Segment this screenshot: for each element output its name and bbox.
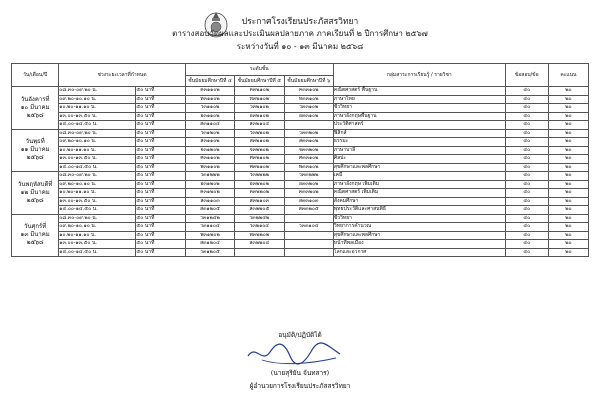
table-row [12, 206, 589, 215]
subject-cell: พุทธประวัติและศาสนพิธี [333, 206, 505, 215]
subject-cell: หน้าที่พลเมือง [333, 240, 505, 249]
duration-cell: ๕๐ นาที [136, 214, 185, 223]
duration-cell: ๕๐ นาที [136, 121, 185, 130]
score-cell: ๒๐ [548, 214, 588, 223]
day-cell [12, 172, 59, 215]
duration-cell: ๕๐ นาที [136, 189, 185, 198]
time-cell: ๑๔.๐๐-๑๔.๕๐ น. [59, 248, 136, 257]
day-label-line: ๒๕๖๘ [26, 196, 44, 204]
m4-code-cell: ส๓๑๒๐๕ [185, 206, 234, 215]
m5-code-cell: ว๓๒๑๐๒ [235, 104, 284, 113]
score-cell: ๒๐ [548, 104, 588, 113]
duration-cell: ๕๐ นาที [136, 248, 185, 257]
approval-text: อนุมัติ/ปฏิบัติได้ [278, 331, 322, 339]
duration-cell: ๕๐ นาที [136, 180, 185, 189]
m6-code-cell [284, 248, 333, 257]
m4-code-cell: ส๓๑๒๐๔ [185, 240, 234, 249]
table-row [12, 189, 589, 198]
duration-cell: ๕๐ นาที [136, 172, 185, 181]
time-cell: ๑๐.๒๐-๑๑.๑๐ น. [59, 104, 136, 113]
items-cell: ๔๐ [505, 95, 548, 104]
m5-code-cell: ส๓๒๒๐๔ [235, 240, 284, 249]
duration-cell: ๕๐ นาที [136, 163, 185, 172]
score-cell: ๒๐ [548, 163, 588, 172]
m4-code-cell: ว๓๑๒๔๒ [185, 214, 234, 223]
m4-code-cell: ว๓๑๒๐๒ [185, 129, 234, 138]
items-cell: ๔๐ [505, 129, 548, 138]
score-cell: ๒๐ [548, 87, 588, 96]
items-cell: ๔๐ [505, 155, 548, 164]
time-cell: ๑๔.๐๐-๑๔.๕๐ น. [59, 206, 136, 215]
col-header-items: ข้อสอบ/ข้อ [505, 64, 548, 87]
time-cell: ๐๘.๓๐-๐๙.๒๐ น. [59, 172, 136, 181]
m4-code-cell: ค๓๑๑๐๒ [185, 87, 234, 96]
m6-code-cell: ว๓๓๑๐๔ [284, 223, 333, 232]
m5-code-cell: พ๓๒๑๐๒ [235, 163, 284, 172]
duration-cell: ๕๐ นาที [136, 206, 185, 215]
duration-cell: ๕๐ นาที [136, 104, 185, 113]
score-cell: ๒๐ [548, 223, 588, 232]
m5-code-cell: ค๓๒๑๐๒ [235, 87, 284, 96]
items-cell: ๔๐ [505, 223, 548, 232]
page-title: ตารางสอบวัดผลและประเมินผลปลายภาค ภาคเรียนที่ ๒ ปีการศึกษา ๒๕๖๗ [172, 29, 428, 38]
time-cell: ๑๐.๒๐-๑๑.๑๐ น. [59, 231, 136, 240]
table-row [12, 104, 589, 113]
time-cell: ๑๓.๐๐-๑๓.๕๐ น. [59, 240, 136, 249]
table-row [12, 214, 589, 223]
score-cell: ๒๐ [548, 155, 588, 164]
m6-code-cell: ค๓๓๑๐๒ [284, 87, 333, 96]
date-range: ระหว่างวันที่ ๑๐ - ๑๓ มีนาคม ๒๕๖๘ [236, 42, 364, 51]
score-cell: ๒๐ [548, 197, 588, 206]
school-announcement: ประกาศโรงเรียนประภัสสรวิทยา [241, 17, 359, 27]
m6-code-cell: ส๓๓๑๐๓ [284, 197, 333, 206]
items-cell: ๔๐ [505, 112, 548, 121]
m5-code-cell: ศ๓๒๑๐๒ [235, 155, 284, 164]
items-cell: ๔๐ [505, 248, 548, 257]
duration-cell: ๕๐ นาที [136, 223, 185, 232]
m4-code-cell: อ๓๑๑๐๒ [185, 112, 234, 121]
day-label-line: ๑๓ มีนาคม [20, 231, 50, 239]
col-header-score: คะแนน [548, 64, 588, 87]
day-label-line: ๑๒ มีนาคม [20, 188, 50, 196]
m4-code-cell: พ๓๑๑๐๒ [185, 163, 234, 172]
subject-cell: สังคมศึกษา [333, 197, 505, 206]
m4-code-cell: จ๓๑๒๐๒ [185, 146, 234, 155]
m6-code-cell [284, 121, 333, 130]
time-cell: ๑๓.๐๐-๑๓.๕๐ น. [59, 155, 136, 164]
m4-code-cell: ว๓๑๑๐๔ [185, 223, 234, 232]
subject-cell: ธรรมะ [333, 138, 505, 147]
subject-cell: วิทยาการคำนวณ [333, 223, 505, 232]
subject-cell: ชีววิทยา [333, 104, 505, 113]
m6-code-cell: อ๓๓๑๐๒ [284, 112, 333, 121]
time-cell: ๐๙.๒๐-๑๐.๑๐ น. [59, 95, 136, 104]
score-cell: ๒๐ [548, 189, 588, 198]
duration-cell: ๕๐ นาที [136, 155, 185, 164]
time-cell: ๐๙.๒๐-๑๐.๑๐ น. [59, 223, 136, 232]
table-row [12, 138, 589, 147]
subject-cell: คณิตศาสตร์ พื้นฐาน [333, 87, 505, 96]
m5-code-cell: ว๓๒๒๐๒ [235, 129, 284, 138]
m4-code-cell: อ๓๑๒๐๒ [185, 180, 234, 189]
items-cell: ๔๐ [505, 197, 548, 206]
day-label-line: ๒๕๖๘ [26, 239, 44, 247]
day-label-line: ๑๑ มีนาคม [20, 146, 50, 154]
m4-code-cell: ว๓๑๒๒๒ [185, 172, 234, 181]
m6-code-cell [284, 240, 333, 249]
duration-cell: ๕๐ นาที [136, 231, 185, 240]
time-cell: ๐๙.๒๐-๑๐.๑๐ น. [59, 180, 136, 189]
duration-cell: ๕๐ นาที [136, 197, 185, 206]
score-cell: ๒๐ [548, 172, 588, 181]
duration-cell: ๕๐ นาที [136, 95, 185, 104]
day-label-line: ๑๐ มีนาคม [20, 103, 50, 111]
day-cell [12, 87, 59, 130]
m5-code-cell: ท๓๒๑๐๒ [235, 95, 284, 104]
time-cell: ๑๓.๐๐-๑๓.๕๐ น. [59, 112, 136, 121]
table-row [12, 172, 589, 181]
m5-code-cell: จ๓๒๒๐๒ [235, 146, 284, 155]
items-cell: ๔๐ [505, 180, 548, 189]
items-cell: ๔๐ [505, 240, 548, 249]
col-header-level: ระดับชั้น [185, 64, 333, 76]
items-cell: ๔๐ [505, 104, 548, 113]
m5-code-cell [235, 248, 284, 257]
score-cell: ๒๐ [548, 231, 588, 240]
m6-code-cell: ว๓๓๒๒๒ [284, 172, 333, 181]
col-header-time: ช่วงระยะเวลาที่กำหนด [59, 64, 186, 87]
subject-cell: เคมี [333, 172, 505, 181]
table-row [12, 180, 589, 189]
items-cell: ๔๐ [505, 121, 548, 130]
subject-cell: ชีววิทยา [333, 214, 505, 223]
score-cell: ๒๐ [548, 112, 588, 121]
m5-code-cell: ส๓๒๑๐๒ [235, 138, 284, 147]
table-header-row [12, 64, 589, 76]
m6-code-cell [284, 231, 333, 240]
m6-code-cell: ว๓๓๑๐๒ [284, 104, 333, 113]
table-row [12, 163, 589, 172]
m6-code-cell: ส๓๓๒๐๕ [284, 206, 333, 215]
m4-code-cell: ค๓๑๒๐๒ [185, 189, 234, 198]
items-cell: ๔๐ [505, 189, 548, 198]
time-cell: ๑๓.๐๐-๑๓.๕๐ น. [59, 197, 136, 206]
items-cell: ๔๐ [505, 231, 548, 240]
duration-cell: ๕๐ นาที [136, 129, 185, 138]
col-header-m5: ชั้นมัธยมศึกษาปีที่ ๕ [235, 76, 284, 87]
m5-code-cell: ว๓๒๒๒๒ [235, 172, 284, 181]
subject-cell: ศิลปะ [333, 155, 505, 164]
duration-cell: ๕๐ นาที [136, 146, 185, 155]
duration-cell: ๕๐ นาที [136, 138, 185, 147]
table-row [12, 129, 589, 138]
exam-schedule-table [11, 63, 589, 257]
m4-code-cell: ส๓๑๑๐๒ [185, 138, 234, 147]
score-cell: ๒๐ [548, 146, 588, 155]
m5-code-cell: อ๓๒๒๐๒ [235, 180, 284, 189]
items-cell: ๔๐ [505, 87, 548, 96]
day-label-line: ๒๕๖๘ [26, 154, 44, 162]
score-cell: ๒๐ [548, 248, 588, 257]
m6-code-cell: ท๓๓๑๐๒ [284, 95, 333, 104]
m4-code-cell: ว๓๑๒๐๕ [185, 248, 234, 257]
subject-cell: คณิตศาสตร์ เพิ่มเติม [333, 189, 505, 198]
table-row [12, 121, 589, 130]
signatory-name: (นายสุริยัน จันทสาร) [270, 369, 330, 377]
m5-code-cell: ว๓๒๒๔๒ [235, 214, 284, 223]
time-cell: ๑๔.๐๐-๑๔.๕๐ น. [59, 163, 136, 172]
table-row [12, 223, 589, 232]
col-header-subject: กลุ่มสาระการเรียนรู้ / รายวิชา [333, 64, 505, 87]
time-cell: ๑๐.๒๐-๑๑.๑๐ น. [59, 146, 136, 155]
subject-cell: สุขศึกษาและพลศึกษา [333, 231, 505, 240]
table-row [12, 95, 589, 104]
signature-icon [240, 338, 350, 368]
duration-cell: ๕๐ นาที [136, 112, 185, 121]
subject-cell: โลกและอวกาศ [333, 248, 505, 257]
subject-cell: ภาษาอังกฤษ เพิ่มเติม [333, 180, 505, 189]
m4-code-cell: ท๓๑๑๐๒ [185, 95, 234, 104]
subject-cell: สุขศึกษาและพลศึกษา [333, 163, 505, 172]
time-cell: ๑๐.๒๐-๑๑.๑๐ น. [59, 189, 136, 198]
m6-code-cell: ศ๓๓๑๐๒ [284, 155, 333, 164]
m4-code-cell: ว๓๑๑๐๒ [185, 104, 234, 113]
col-header-m6: ชั้นมัธยมศึกษาปีที่ ๖ [284, 76, 333, 87]
table-row [12, 240, 589, 249]
subject-cell: ภาษาอังกฤษพื้นฐาน [333, 112, 505, 121]
day-cell [12, 129, 59, 172]
day-label-line: วันอังคารที่ [20, 95, 50, 103]
subject-cell: ฟิสิกส์ [333, 129, 505, 138]
m6-code-cell: ส๓๓๑๐๒ [284, 138, 333, 147]
duration-cell: ๕๐ นาที [136, 87, 185, 96]
subject-cell: ประวัติศาสตร์ [333, 121, 505, 130]
time-cell: ๑๔.๐๐-๑๔.๕๐ น. [59, 121, 136, 130]
score-cell: ๒๐ [548, 240, 588, 249]
m4-code-cell: ส๓๑๑๐๓ [185, 197, 234, 206]
m5-code-cell: อ๓๒๑๐๒ [235, 112, 284, 121]
score-cell: ๒๐ [548, 95, 588, 104]
time-cell: ๐๘.๓๐-๐๙.๒๐ น. [59, 214, 136, 223]
day-label-line: วันพฤหัสบดีที่ [17, 180, 53, 188]
score-cell: ๒๐ [548, 180, 588, 189]
m5-code-cell: ส๓๒๑๐๔ [235, 121, 284, 130]
m5-code-cell: ค๓๒๒๐๒ [235, 189, 284, 198]
table-row [12, 146, 589, 155]
m6-code-cell: ค๓๓๒๐๒ [284, 189, 333, 198]
day-cell [12, 214, 59, 257]
score-cell: ๒๐ [548, 121, 588, 130]
m4-code-cell: พ๓๑๒๐๒ [185, 231, 234, 240]
m6-code-cell [284, 214, 333, 223]
m5-code-cell: พ๓๒๒๐๒ [235, 231, 284, 240]
items-cell: ๔๐ [505, 206, 548, 215]
day-label-line: วันพุธที่ [25, 138, 45, 146]
score-cell: ๒๐ [548, 206, 588, 215]
col-header-day: วัน/เดือน/ปี [12, 64, 59, 87]
items-cell: ๔๐ [505, 138, 548, 147]
signatory-position: ผู้อำนวยการโรงเรียนประภัสสรวิทยา [249, 382, 351, 390]
m6-code-cell: พ๓๓๑๐๒ [284, 163, 333, 172]
table-row [12, 231, 589, 240]
items-cell: ๔๐ [505, 146, 548, 155]
time-cell: ๐๘.๓๐-๐๙.๒๐ น. [59, 129, 136, 138]
m4-code-cell: ศ๓๑๑๐๒ [185, 155, 234, 164]
col-header-m4: ชั้นมัธยมศึกษาปีที่ ๔ [185, 76, 234, 87]
subject-cell: ภาษาบาลี [333, 146, 505, 155]
table-row [12, 87, 589, 96]
table-row [12, 197, 589, 206]
m6-code-cell: จ๓๓๒๐๒ [284, 146, 333, 155]
table-row [12, 112, 589, 121]
duration-cell: ๕๐ นาที [136, 240, 185, 249]
score-cell: ๒๐ [548, 138, 588, 147]
time-cell: ๐๙.๒๐-๑๐.๑๐ น. [59, 138, 136, 147]
schedule-body [12, 87, 589, 257]
m5-code-cell: ว๓๒๑๐๔ [235, 223, 284, 232]
time-cell: ๐๘.๓๐-๐๙.๒๐ น. [59, 87, 136, 96]
table-row [12, 155, 589, 164]
subject-cell: ภาษาไทย [333, 95, 505, 104]
items-cell: ๔๐ [505, 214, 548, 223]
items-cell: ๔๐ [505, 163, 548, 172]
table-row [12, 248, 589, 257]
m4-code-cell: ส๓๑๑๐๔ [185, 121, 234, 130]
day-label-line: วันศุกร์ที่ [24, 223, 47, 231]
m5-code-cell: ส๓๒๒๐๕ [235, 206, 284, 215]
score-cell: ๒๐ [548, 129, 588, 138]
items-cell: ๔๐ [505, 172, 548, 181]
m6-code-cell: อ๓๓๒๐๒ [284, 180, 333, 189]
m5-code-cell: ส๓๒๑๐๓ [235, 197, 284, 206]
m6-code-cell: ว๓๓๒๐๒ [284, 129, 333, 138]
day-label-line: ๒๕๖๘ [26, 111, 44, 119]
